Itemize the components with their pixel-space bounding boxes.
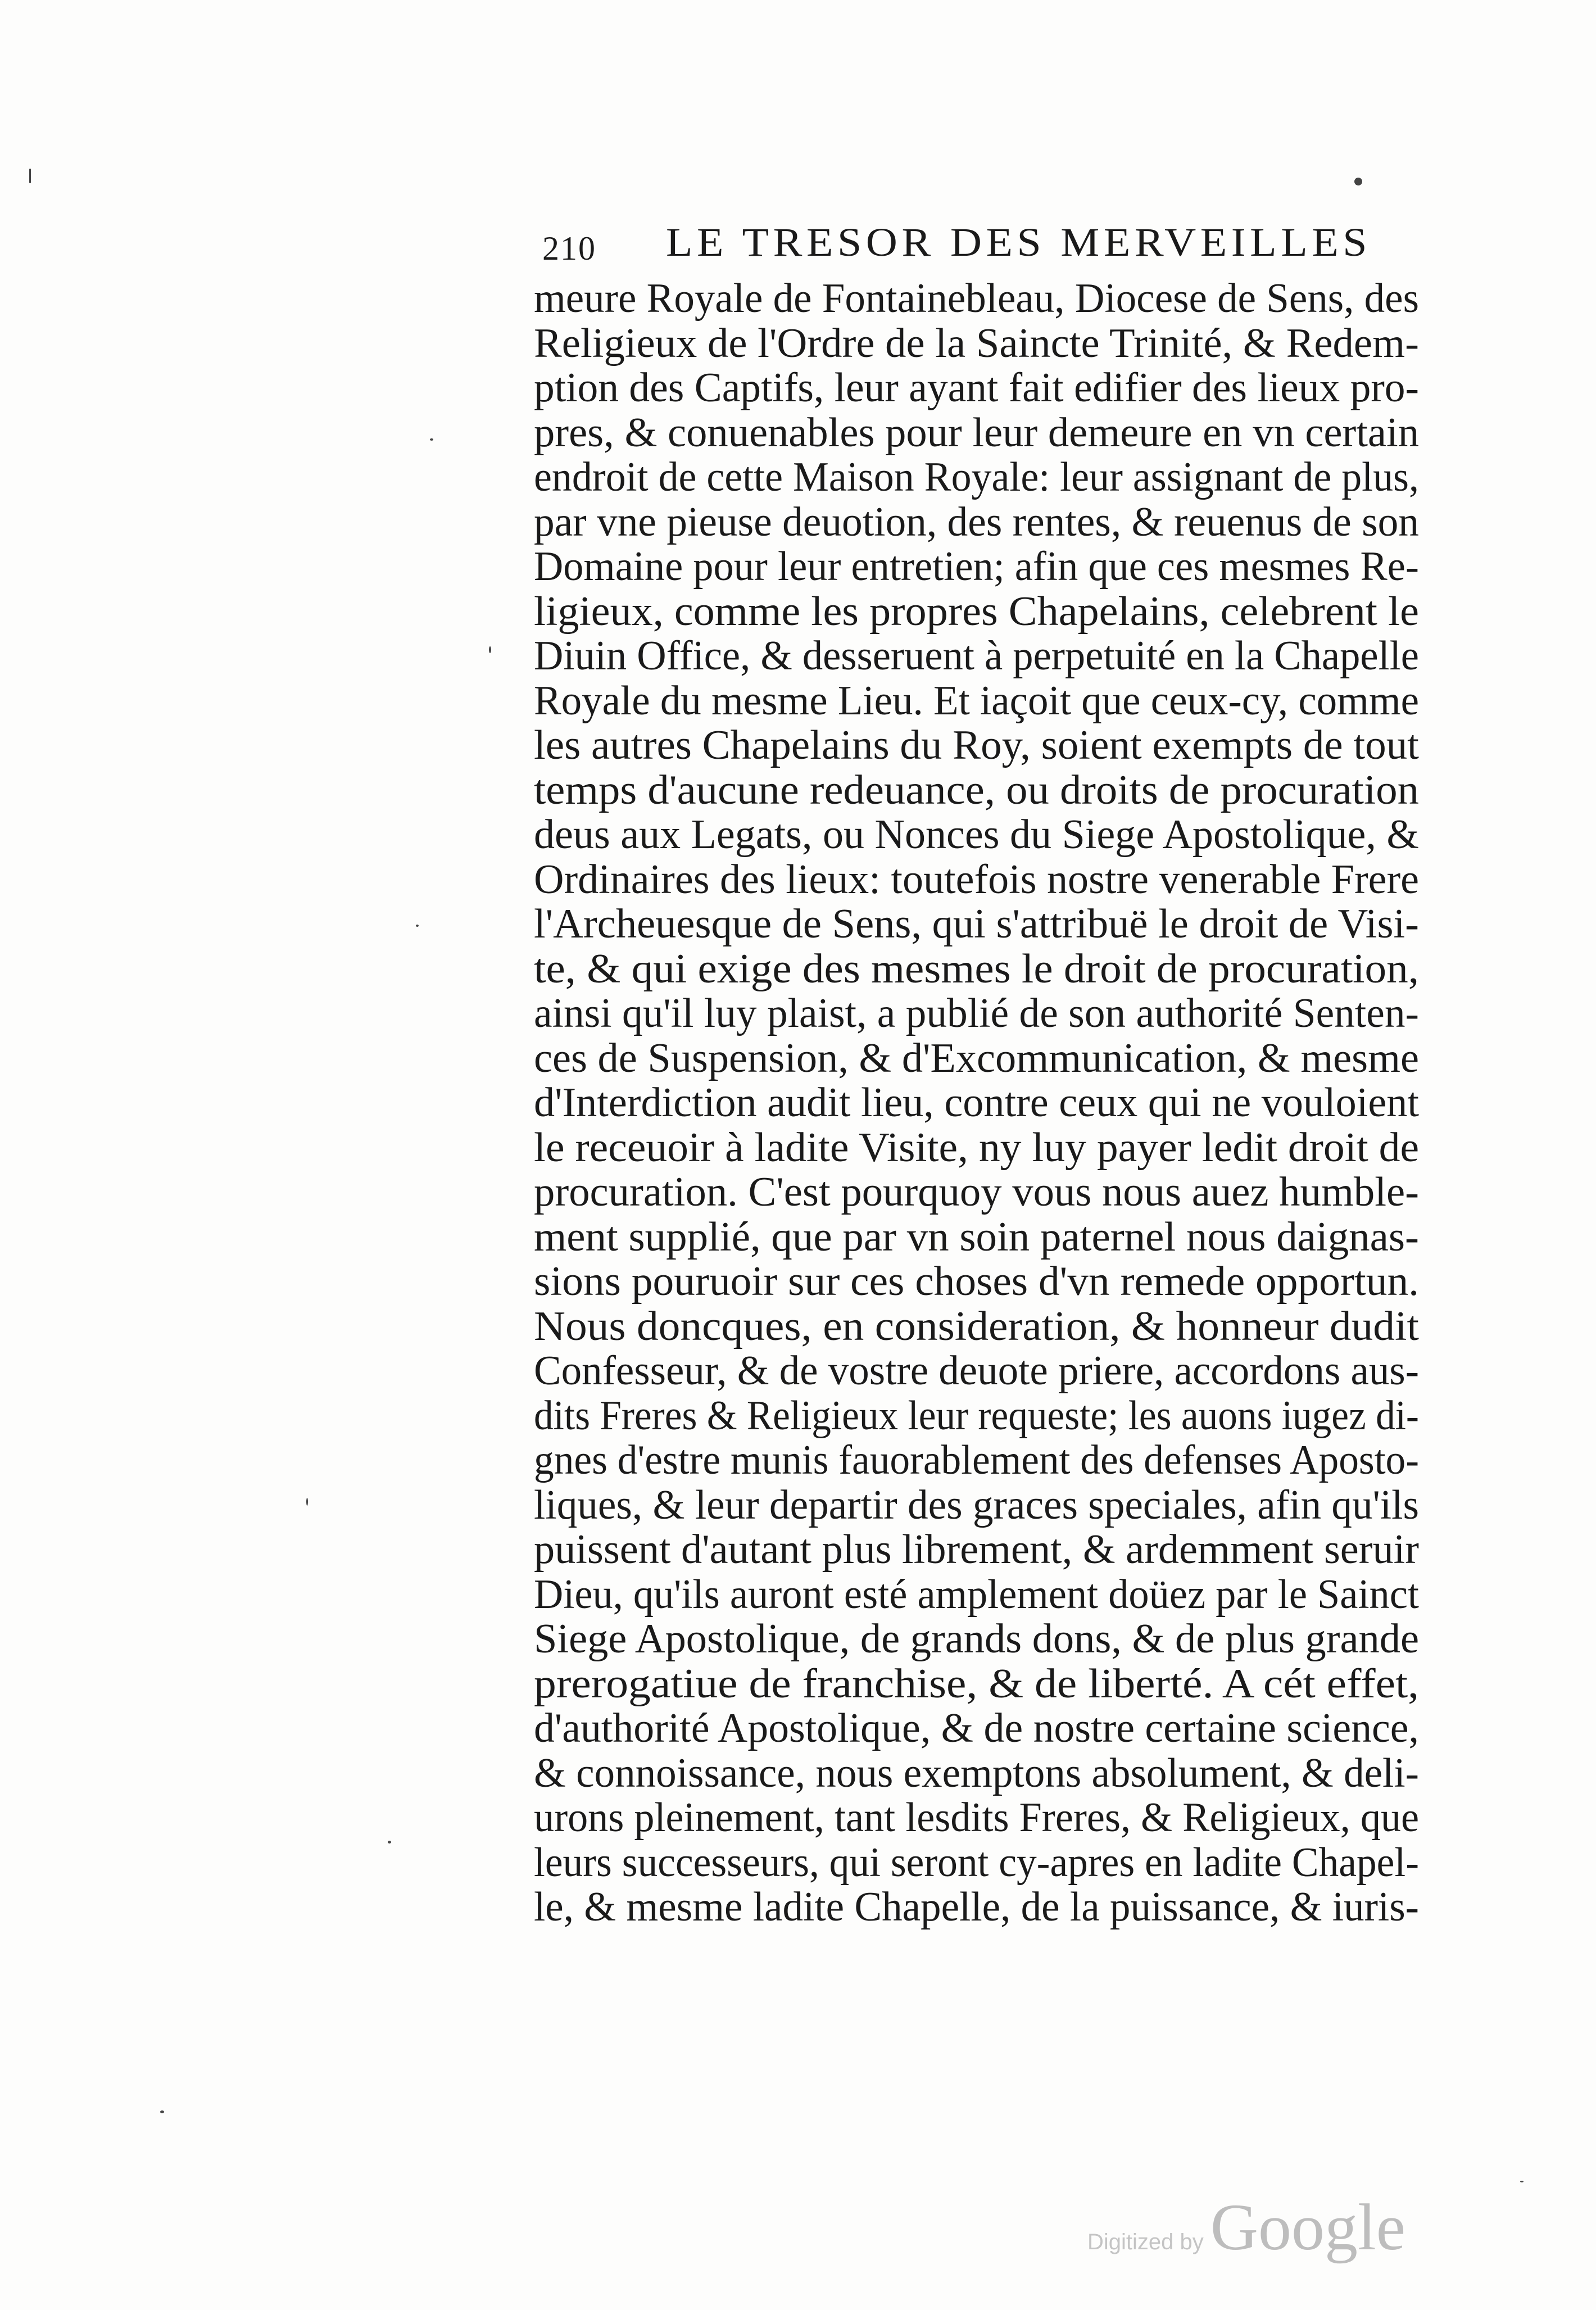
text-line — [534, 1349, 1419, 1394]
text-line — [534, 1841, 1419, 1886]
text-line — [534, 366, 1419, 411]
text-line-content: Religieux de l'Ordre de la Saincte Trinité, & Redem- — [534, 321, 1419, 366]
text-line-content: & connoissance, nous exemptons absolument, & deli- — [534, 1751, 1419, 1796]
text-line — [534, 1796, 1419, 1841]
text-line-content: procuration. C'est pourquoy vous nous auez humble- — [534, 1170, 1419, 1215]
text-line — [534, 455, 1419, 500]
text-line — [534, 1751, 1419, 1796]
text-line-content: gnes d'estre munis fauorablement des defenses Aposto- — [534, 1438, 1419, 1483]
text-line-content: le, & mesme ladite Chapelle, de la puissance, & iuris- — [534, 1885, 1419, 1930]
text-line-content: Dieu, qu'ils auront esté amplement doüez par le Sainct — [534, 1572, 1419, 1617]
text-line — [534, 723, 1419, 768]
text-line-content: ces de Suspension, & d'Excommunication, & mesme — [534, 1036, 1419, 1081]
text-line-content: ment supplié, que par vn soin paternel nous daignas- — [534, 1215, 1419, 1260]
text-line-content: Ordinaires des lieux: toutefois nostre venerable Frere — [534, 857, 1419, 902]
text-line-content: d'authorité Apostolique, & de nostre certaine science, — [534, 1706, 1419, 1751]
text-line — [534, 545, 1419, 590]
digitized-by-label: Digitized by — [1087, 2230, 1204, 2254]
text-line-content: deus aux Legats, ou Nonces du Siege Apostolique, & — [534, 813, 1419, 858]
text-line — [534, 902, 1419, 947]
text-line-content: temps d'aucune redeuance, ou droits de procuration — [534, 768, 1419, 813]
text-line — [534, 1885, 1419, 1930]
text-line — [534, 277, 1419, 321]
text-line-content: liques, & leur departir des graces speciales, afin qu'ils — [534, 1483, 1419, 1528]
text-line — [534, 634, 1419, 679]
text-line-content: Confesseur, & de vostre deuote priere, accordons aus- — [534, 1349, 1419, 1394]
text-line — [534, 1260, 1419, 1305]
ink-speck — [1354, 178, 1362, 185]
ink-speck — [1520, 2181, 1524, 2182]
text-line-content: dits Freres & Religieux leur requeste; les auons iugez di- — [534, 1393, 1419, 1438]
ink-speck — [388, 1841, 391, 1844]
text-line — [534, 1305, 1419, 1349]
text-line — [534, 679, 1419, 724]
text-line — [534, 1617, 1419, 1662]
text-line-content: prerogatiue de franchise, & de liberté. A cét effet, — [534, 1661, 1419, 1706]
text-line — [534, 1170, 1419, 1215]
text-line-content: le receuoir à ladite Visite, ny luy payer ledit droit de — [534, 1125, 1419, 1170]
text-line — [534, 1215, 1419, 1260]
text-line — [534, 1573, 1419, 1618]
text-line — [534, 991, 1419, 1036]
text-line — [534, 1036, 1419, 1081]
text-line-content: par vne pieuse deuotion, des rentes, & reuenus de son — [534, 500, 1419, 545]
text-line — [534, 321, 1419, 366]
text-line-content: Diuin Office, & desseruent à perpetuité en la Chapelle — [534, 634, 1419, 679]
text-line — [534, 1126, 1419, 1171]
ink-speck — [430, 438, 433, 441]
text-line — [534, 500, 1419, 545]
text-line — [534, 1438, 1419, 1483]
text-line-content: endroit de cette Maison Royale: leur assignant de plus, — [534, 455, 1419, 500]
digitization-watermark — [1087, 2189, 1405, 2273]
text-line — [534, 1394, 1419, 1439]
text-line-content: ption des Captifs, leur ayant fait edifier des lieux pro- — [534, 366, 1419, 411]
body-text — [534, 277, 1419, 1930]
google-logo: Google — [1210, 2190, 1406, 2264]
text-line — [534, 1528, 1419, 1573]
text-line — [534, 1662, 1419, 1707]
text-line-content: te, & qui exige des mesmes le droit de procuration, — [534, 946, 1419, 991]
page-header — [542, 219, 1374, 270]
text-line — [534, 1081, 1419, 1126]
text-line — [534, 947, 1419, 992]
text-line-content: sions pouruoir sur ces choses d'vn remede opportun. — [534, 1260, 1419, 1305]
text-line-content: ainsi qu'il luy plaist, a publié de son authorité Senten- — [534, 991, 1419, 1036]
text-line-content: meure Royale de Fontainebleau, Diocese de Sens, des — [534, 277, 1419, 321]
page-number: 210 — [542, 230, 596, 267]
text-line-content: Domaine pour leur entretien; afin que ces mesmes Re- — [534, 545, 1419, 590]
text-line — [534, 1706, 1419, 1751]
text-line-content: puissent d'autant plus librement, & ardemment seruir — [534, 1528, 1419, 1573]
text-line-content: pres, & conuenables pour leur demeure en vn certain — [534, 410, 1419, 455]
ink-speck — [416, 925, 419, 927]
text-line-content: Siege Apostolique, de grands dons, & de plus grande — [534, 1617, 1419, 1662]
text-line — [534, 411, 1419, 456]
ink-speck — [306, 1498, 308, 1506]
text-line — [534, 858, 1419, 903]
text-line-content: d'Interdiction audit lieu, contre ceux qui ne vouloient — [534, 1081, 1419, 1126]
text-line-content: Royale du mesme Lieu. Et iaçoit que ceux-cy, comme — [534, 678, 1419, 723]
text-line-content: urons pleinement, tant lesdits Freres, & Religieux, que — [534, 1796, 1419, 1841]
text-line-content: les autres Chapelains du Roy, soient exempts de tout — [534, 723, 1419, 768]
ink-speck — [489, 646, 491, 653]
running-title: LE TRESOR DES MERVEILLES — [666, 220, 1371, 265]
text-line — [534, 1483, 1419, 1528]
ink-speck — [160, 2110, 164, 2113]
text-line — [534, 768, 1419, 813]
text-line-content: leurs successeurs, qui seront cy-apres en ladite Chapel- — [534, 1840, 1419, 1885]
text-line — [534, 813, 1419, 858]
text-line — [534, 590, 1419, 635]
text-line-content: ligieux, comme les propres Chapelains, celebrent le — [534, 589, 1419, 634]
text-line-content: Nous doncques, en consideration, & honneur dudit — [534, 1304, 1419, 1349]
text-line-content: l'Archeuesque de Sens, qui s'attribuë le droit de Visi- — [534, 902, 1419, 947]
ink-speck — [29, 169, 31, 183]
